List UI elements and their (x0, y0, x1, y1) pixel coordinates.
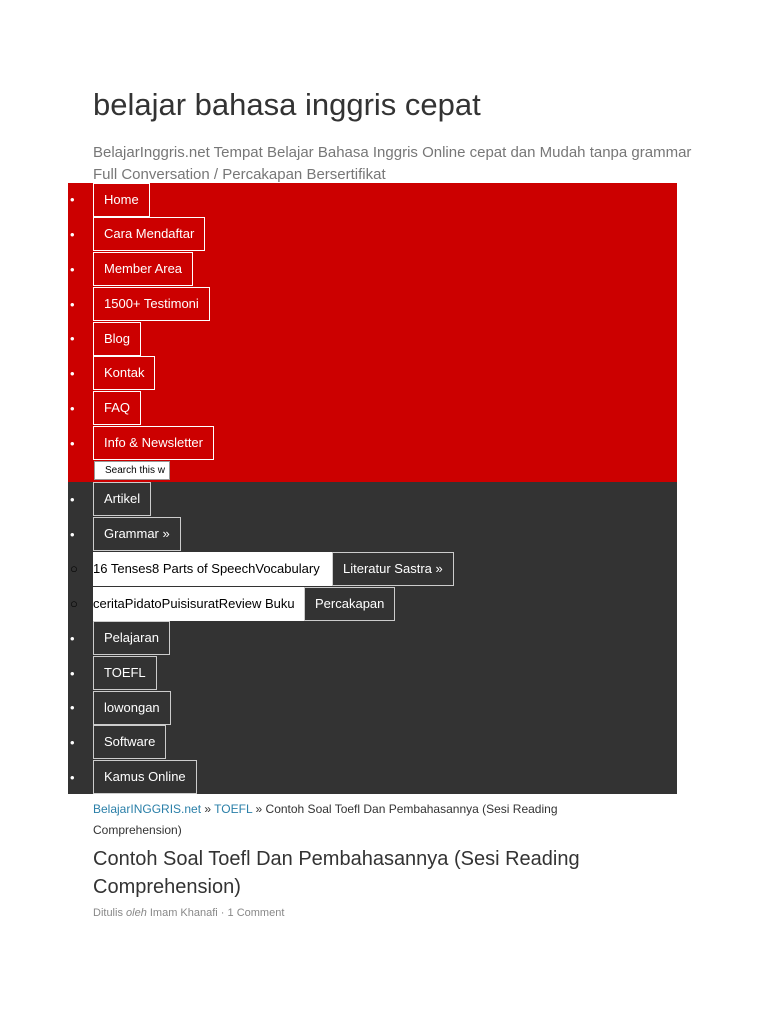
nav-gutter (68, 461, 92, 482)
breadcrumb (93, 799, 633, 841)
grammar-submenu (93, 552, 333, 586)
submenu-item-puisi[interactable]: Puisi (161, 596, 190, 611)
nav-item-blog[interactable]: Blog (93, 322, 141, 356)
site-title[interactable]: belajar bahasa inggris cepat (93, 87, 481, 122)
submenu-item-vocabulary[interactable]: Vocabulary (255, 561, 320, 576)
bullet-icon: • (70, 666, 75, 681)
meta-prefix: Ditulis (93, 907, 123, 919)
breadcrumb-separator: » (252, 802, 266, 816)
bullet-icon: • (70, 366, 75, 381)
nav-item-grammar[interactable]: Grammar » (93, 517, 181, 551)
primary-nav-search-area (91, 459, 677, 482)
breadcrumb-separator: » (201, 802, 215, 816)
submenu-item-cerita[interactable]: cerita (93, 596, 125, 611)
nav-item-pelajaran[interactable]: Pelajaran (93, 621, 170, 655)
nav-item-faq[interactable]: FAQ (93, 391, 141, 425)
nav-item-testimoni[interactable]: 1500+ Testimoni (93, 287, 210, 321)
post-meta (93, 905, 284, 921)
breadcrumb-category-link[interactable]: TOEFL (214, 802, 253, 816)
submenu-item-parts-of-speech[interactable]: 8 Parts of Speech (152, 561, 256, 576)
nav-item-lowongan[interactable]: lowongan (93, 691, 171, 725)
meta-oleh: oleh (126, 907, 147, 919)
nav-item-kamus-online[interactable]: Kamus Online (93, 760, 197, 794)
nav-item-member-area[interactable]: Member Area (93, 252, 193, 286)
bullet-icon: • (70, 331, 75, 346)
circle-bullet-icon: ○ (70, 596, 78, 611)
search-input[interactable] (94, 461, 170, 480)
nav-item-toefl[interactable]: TOEFL (93, 656, 157, 690)
bullet-icon: • (70, 401, 75, 416)
bullet-icon: • (70, 492, 75, 507)
nav-item-cara-mendaftar[interactable]: Cara Mendaftar (93, 217, 205, 251)
meta-separator: · (217, 907, 228, 919)
bullet-icon: • (70, 262, 75, 277)
submenu-item-16-tenses[interactable]: 16 Tenses (93, 561, 153, 576)
bullet-icon: • (70, 297, 75, 312)
bullet-icon: • (70, 192, 75, 207)
submenu-item-surat[interactable]: surat (189, 596, 219, 611)
bullet-icon: • (70, 227, 75, 242)
bullet-icon: • (70, 631, 75, 646)
bullet-icon: • (70, 527, 75, 542)
breadcrumb-current: Contoh Soal Toefl Dan Pembahasannya (Sesi Reading Comprehension) (93, 802, 558, 837)
bullet-icon: • (70, 735, 75, 750)
submenu-item-pidato[interactable]: Pidato (124, 596, 162, 611)
nav-item-kontak[interactable]: Kontak (93, 356, 155, 390)
nav-item-software[interactable]: Software (93, 725, 166, 759)
post-title: Contoh Soal Toefl Dan Pembahasannya (Sesi Reading Comprehension) (93, 848, 580, 898)
site-description: BelajarInggris.net Tempat Belajar Bahasa Inggris Online cepat dan Mudah tanpa grammar Full Conversation / Percakapan Bersertifikat (93, 144, 692, 183)
circle-bullet-icon: ○ (70, 561, 78, 576)
literatur-submenu (93, 587, 304, 621)
nav-item-info-newsletter[interactable]: Info & Newsletter (93, 426, 214, 460)
bullet-icon: • (70, 770, 75, 785)
bullet-icon: • (70, 700, 75, 715)
nav-item-literatur-sastra[interactable]: Literatur Sastra » (332, 552, 454, 586)
post-author[interactable]: Imam Khanafi (149, 907, 218, 919)
nav-item-percakapan[interactable]: Percakapan (304, 587, 395, 621)
submenu-item-review-buku[interactable]: Review Buku (218, 596, 295, 611)
post-comments-link[interactable]: 1 Comment (227, 907, 285, 919)
nav-item-home[interactable]: Home (93, 183, 150, 217)
breadcrumb-home-link[interactable]: BelajarINGGRIS.net (93, 802, 202, 816)
bullet-icon: • (70, 436, 75, 451)
nav-item-artikel[interactable]: Artikel (93, 482, 151, 516)
